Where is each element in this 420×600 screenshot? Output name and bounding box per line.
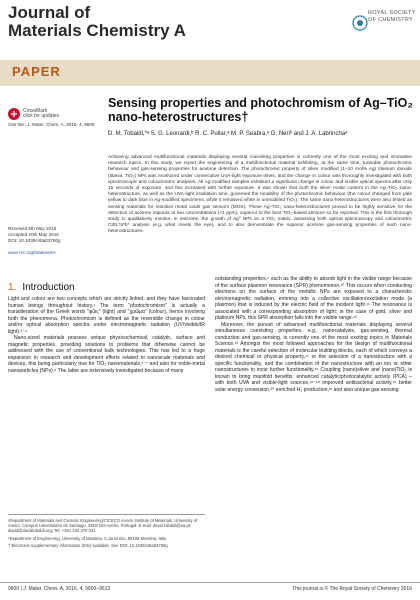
paragraph: Nano-sized materials possess unique physicochemical, catalytic, surface and magnetic properties, providing solutions to problems that otherwise cannot be addressed with the use of conventional bulk technologies. This has led to a huge expansion in research and development efforts related to nanoscale materials and devices, this being particularly true for TiO₂ nanomaterials,⁵⁻⁷ and also for noble-metal nanoparticles (NPs).⁸ The latter are extensively investigated because of many [8, 335, 205, 374]
journal-url[interactable]: www.rsc.org/MaterialsA [8, 250, 56, 255]
section-title: Introduction [22, 282, 75, 293]
doi[interactable]: DOI: 10.1039/c6ta03760g [8, 238, 61, 243]
crossmark-label: CrossMark [23, 107, 48, 114]
paragraph: outstanding properties,⁹ such as the ability to absorb light in the visible range because of the surface plasmon resonance (SPR) phenomenon.¹⁰ This occurs when conducting electrons on the surface of the metallic NPs are exposed to a characteristic electromagnetic radiation, entering into a collective oscillation/excitation mode (a plasmon) that is induced by the electric field of the incident light.¹¹ The resonance is associated with a corresponding absorption of light; in the case of gold, silver and platinum NPs, this SPR absorption falls into the visible range.¹² [215, 276, 412, 321]
footnote-affiliation-b: ᵇDepartment of Engineering, University of Messina, C.da Di Dio, 98166 Messina, Italy [8, 535, 167, 541]
section-number: 1. [8, 282, 17, 293]
received-date: Received 5th May 2016 [8, 226, 57, 231]
author-list: D. M. Tobaldi,*ᵃ S. G. Leonardi,ᵇ R. C. Pullar,ᵃ M. P. Seabra,ᵃ G. Neriᵇ and J. A. Labrinchaᵃ [108, 131, 348, 137]
footer-divider [0, 582, 420, 583]
paragraph: Moreover, the pursuit of advanced multifunctional materials displaying several simultaneous coexisting properties, e.g., nanocatalysis, gas-sensing, thermal conduction and gas-sensing, is currently one of the most exciting topics in Materials Science.¹³ Amongst the most followed approaches for the design of multifunctional materials is the careful selection of molecular building blocks, each of which conveys a desired chemical or physical property,¹⁴ or the selection of a nanostructure with a specific functionality, and the combination of the nanostructure with an ion or other nanostructures to incur further functionality.¹⁵ Coupling (nano)silver and (nano)TiO₂ is known to bring manifold benefits: enhanced catalytic/photocatalytic activity (PCA) – with both UVA and visible-light sources,¹⁶⁻¹⁸ improved antibacterial activity,¹⁹ better solar energy conversion,²⁰ enriched H₂ production,²¹ and also unique gas-sensing [215, 321, 412, 393]
crossmark-icon [8, 108, 20, 120]
crossmark-badge[interactable] [8, 108, 104, 120]
article-dates [8, 226, 104, 244]
publisher-name: ROYAL SOCIETY OF CHEMISTRY [368, 10, 416, 23]
footer-copyright: This journal is © The Royal Society of Chemistry 2016 [292, 586, 412, 592]
footer-page-info: 9600 | J. Mater. Chem. A, 2016, 4, 9600–9613 [8, 586, 111, 592]
footnotes [8, 514, 205, 550]
section-heading-introduction [8, 282, 75, 293]
section-bar [0, 60, 420, 86]
journal-title-line2: Materials Chemistry A [8, 21, 186, 40]
paragraph: Light and colour are two concepts which are strictly linked, and they have fascinated human beings throughout history.¹ The term "photochromism" is actually a transliteration of the Greek words "φῶς" (light) and "χρῶμα" (colour), hence involving both the phenomena. Photochromism is defined as the reversible change in colour and/or optical absorption spectra under electromagnetic radiation (UV/visible/IR light).²⁻⁴ [8, 296, 205, 335]
footnote-esi: † Electronic supplementary information (ESI) available. See DOI: 10.1039/c6ta03760g [8, 542, 168, 548]
citation: Cite this: J. Mater. Chem. A, 2016, 4, 9600 [8, 122, 95, 127]
journal-title-line1: Journal of [8, 3, 91, 22]
section-label: PAPER [12, 64, 61, 79]
article-title: Sensing properties and photochromism of Ag–TiO₂ nano-heterostructures† [108, 96, 413, 124]
footnote-affiliation-a: ᵃDepartment of Materials and Ceramic Engineering/CICECO-Aveiro Institute of Materials, University of Aveiro, Campus Universitário de Santiago, 3810-193 Aveiro, Portugal. E-mail: david.tobaldi@ua.pt; david@davidtobaldi.org; Tel: +351 234 370 041 [8, 518, 198, 534]
journal-title [8, 4, 268, 40]
body-column-right [215, 276, 412, 393]
abstract: Achieving advanced multifunctional materials displaying several coexisting properties is currently one of the most exciting and innovative research topics. In this study, we report the engineering of a multifunctional material exhibiting, at the same time, tuneable photochromic behaviour and gas-sensing properties for acetone detection. The photochromic property of silver modified (1–10 mol% Ag) titanium dioxide (titania, TiO₂) NPs was monitored under consecutive UVA-light exposure times, and the change in colour was thoroughly investigated with both spectroscopic and colourimetric analyses. All Ag modified samples exhibited a significant change in colour and visible optical spectra after only 15 seconds of exposure, and this increased with further exposure. It was shown that both the silver molar content in the Ag–TiO₂ nano-heterostructure, as well as the UVA-light irradiation time, governed the tunability of the photochromic behaviour (the colour changed from pale yellow to dark blue in Ag-modified specimens, while it remained white in unmodified TiO₂). The same nano-heterostructures were also tested as sensing materials for resistive metal oxide gas sensors (MOS). These Ag–TiO₂ nano-heterostructures proved to be highly sensitive for the detection of acetone vapours at low concentrations (<1 ppm), superior to the best TiO₂-based sensors so far reported. This is the first thorough study to qualitatively monitor, in real-time, the growth of Ag⁰ NPs on a TiO₂ matrix, assessing both optical spectroscopy and colourimetric CIEL*a*b* analysis (e.g. what meets the eye), and to also demonstrate the superior acetone gas-sensing properties of such nano-heterostructures. [108, 155, 412, 235]
accepted-date: Accepted 20th May 2016 [8, 232, 59, 237]
body-column-left [8, 296, 205, 374]
crossmark-sub: click for updates [23, 113, 60, 119]
